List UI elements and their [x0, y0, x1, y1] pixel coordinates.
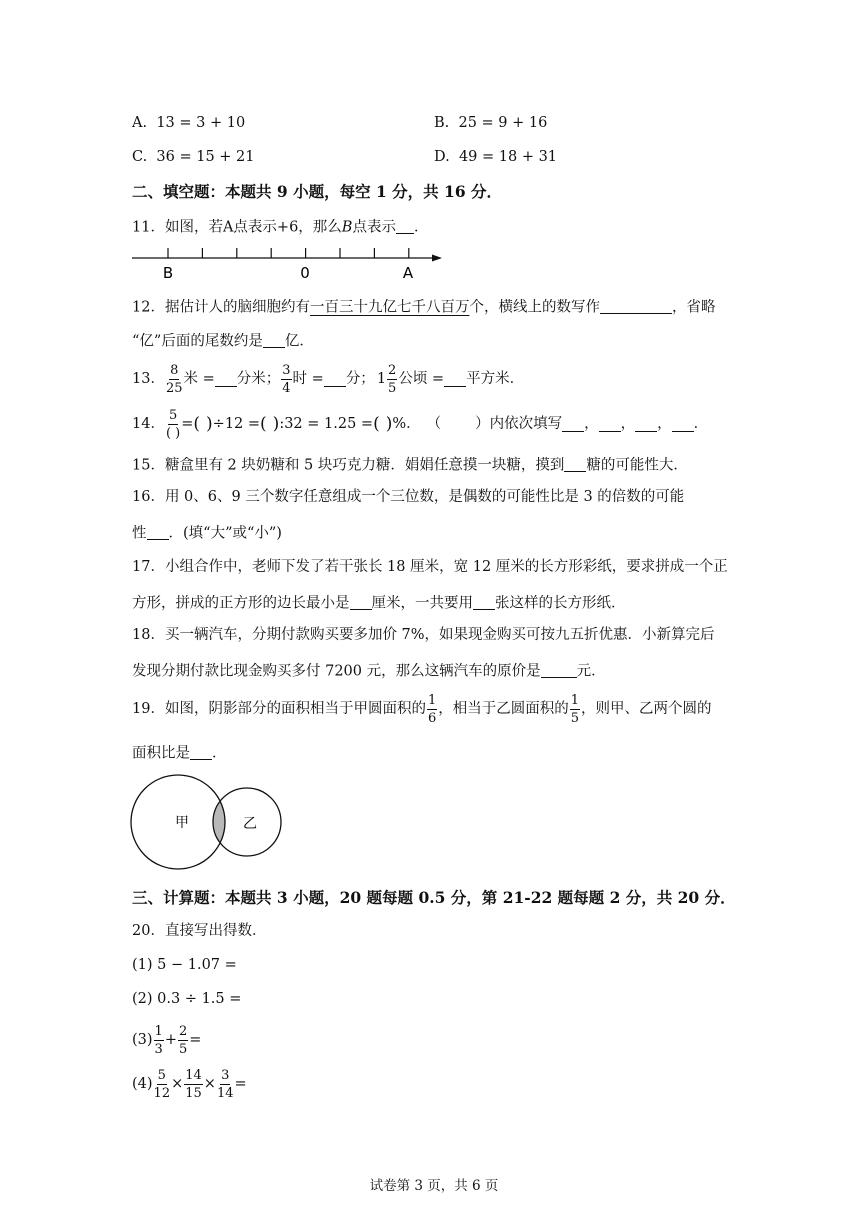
- answer-blank: [473, 594, 495, 610]
- question-11: 11．如图，若A点表示+6，那么B点表示 ．: [132, 219, 429, 236]
- question-12-line2: “亿”后面的尾数约是 亿．: [132, 333, 314, 350]
- question-14: 14． $\frac{5}{( )}$ = ( ) ÷12 = ( ) :32 = 1.25 = ( ) %． （ ）内依次填写 ， ， ， ．: [132, 407, 709, 441]
- fraction: $\frac{5}{12}$: [153, 1067, 171, 1101]
- number-line-arrow: [432, 255, 442, 262]
- fraction: $\frac{1}{5}$: [570, 692, 580, 726]
- fraction: $\frac{3}{14}$: [216, 1067, 234, 1101]
- answer-blank: [564, 456, 586, 472]
- answer-blank: [672, 416, 694, 432]
- section-title-calculation: 三、计算题：本题共 3 小题，20 题每题 0.5 分，第 21-22 题每题 2 分，共 20 分．: [132, 888, 736, 907]
- question-18-line2: 发现分期付款比现金购买多付 7200 元，那么这辆汽车的原价是 元．: [132, 663, 606, 680]
- answer-blank: [396, 218, 414, 234]
- answer-blank: [263, 332, 285, 348]
- question-17-line2: 方形，拼成的正方形的边长最小是 厘米，一共要用 张这样的长方形纸．: [132, 595, 626, 612]
- label-a: A: [402, 264, 414, 282]
- question-19-line2: 面积比是 ．: [132, 745, 227, 762]
- fraction: $\frac{3}{4}$: [282, 362, 291, 396]
- problem-2: (2) 0.3 ÷ 1.5 =: [132, 991, 242, 1007]
- question-17: 17．小组合作中，老师下发了若干张长 18 厘米，宽 12 厘米的长方形彩纸，要求拼成一个正: [132, 559, 728, 575]
- answer-blank: [541, 662, 577, 678]
- big-circle-label: 甲: [175, 815, 189, 831]
- answer-blank: [324, 371, 346, 387]
- question-13: 13． $\frac{8}{25}$ 米 = 分米； $\frac{3}{4}$ 时 = 分； 1 $\frac{2}{5}$ 公顷 = 平方米．: [132, 362, 525, 396]
- answer-blank: [599, 416, 621, 432]
- question-19: 19．如图，阴影部分的面积相当于甲圆面积的 $\frac{1}{6}$ ，相当于乙圆面积的 $\frac{1}{5}$ ，则甲、乙两个圆的: [132, 692, 712, 726]
- answer-blank: [215, 371, 237, 387]
- question-12: 12．据估计人的脑细胞约有一百三十九亿七千八百万个，横线上的数写作 ，省略: [132, 299, 716, 316]
- problem-3: (3) $\frac{1}{3}$ + $\frac{2}{5}$ =: [132, 1023, 202, 1057]
- small-circle-label: 乙: [243, 816, 257, 832]
- option-a: A. 13 = 3 + 10: [132, 115, 246, 131]
- question-16-line2: 性 ．(填“大”或“小”): [132, 525, 282, 542]
- answer-blank: [444, 371, 466, 387]
- label-zero: 0: [300, 264, 310, 282]
- question-20: 20．直接写出得数．: [132, 923, 267, 939]
- answer-blank: [147, 524, 169, 540]
- option-c: C. 36 = 15 + 21: [132, 149, 255, 165]
- number-line-ticks: [168, 248, 409, 258]
- number-line: [130, 244, 450, 284]
- fraction: $\frac{2}{5}$: [388, 362, 397, 396]
- fraction: $\frac{5}{( )}$: [165, 407, 181, 441]
- answer-blank: [600, 298, 672, 314]
- section-title-fill-blank: 二、填空题：本题共 9 小题，每空 1 分，共 16 分．: [132, 182, 503, 201]
- problem-4: (4) $\frac{5}{12}$ × $\frac{14}{15}$ × $\frac{3}{14}$ =: [132, 1067, 247, 1101]
- answer-blank: [190, 744, 212, 760]
- answer-blank: [635, 416, 657, 432]
- label-b: B: [162, 264, 174, 282]
- question-18: 18．买一辆汽车，分期付款购买要多加价 7%，如果现金购买可按九五折优惠．小新算完后: [132, 627, 715, 643]
- option-d: D. 49 = 18 + 31: [434, 149, 558, 165]
- question-15: 15．糖盒里有 2 块奶糖和 5 块巧克力糖．娟娟任意摸一块糖，摸到 糖的可能性大．: [132, 457, 688, 474]
- fraction: $\frac{14}{15}$: [185, 1067, 202, 1101]
- page-footer: 试卷第 3 页，共 6 页: [369, 1178, 499, 1194]
- answer-blank: [350, 594, 372, 610]
- question-16: 16．用 0、6、9 三个数字任意组成一个三位数，是偶数的可能性比是 3 的倍数的可能: [132, 489, 685, 505]
- overlapping-circles-figure: [130, 768, 290, 878]
- option-b: B. 25 = 9 + 16: [434, 115, 548, 131]
- fraction: $\frac{8}{25}$: [165, 362, 183, 396]
- problem-1: (1) 5 − 1.07 =: [132, 957, 237, 973]
- answer-blank: [562, 416, 584, 432]
- fraction: $\frac{1}{3}$: [154, 1023, 163, 1057]
- fraction: $\frac{2}{5}$: [178, 1023, 188, 1057]
- fraction: $\frac{1}{6}$: [427, 692, 437, 726]
